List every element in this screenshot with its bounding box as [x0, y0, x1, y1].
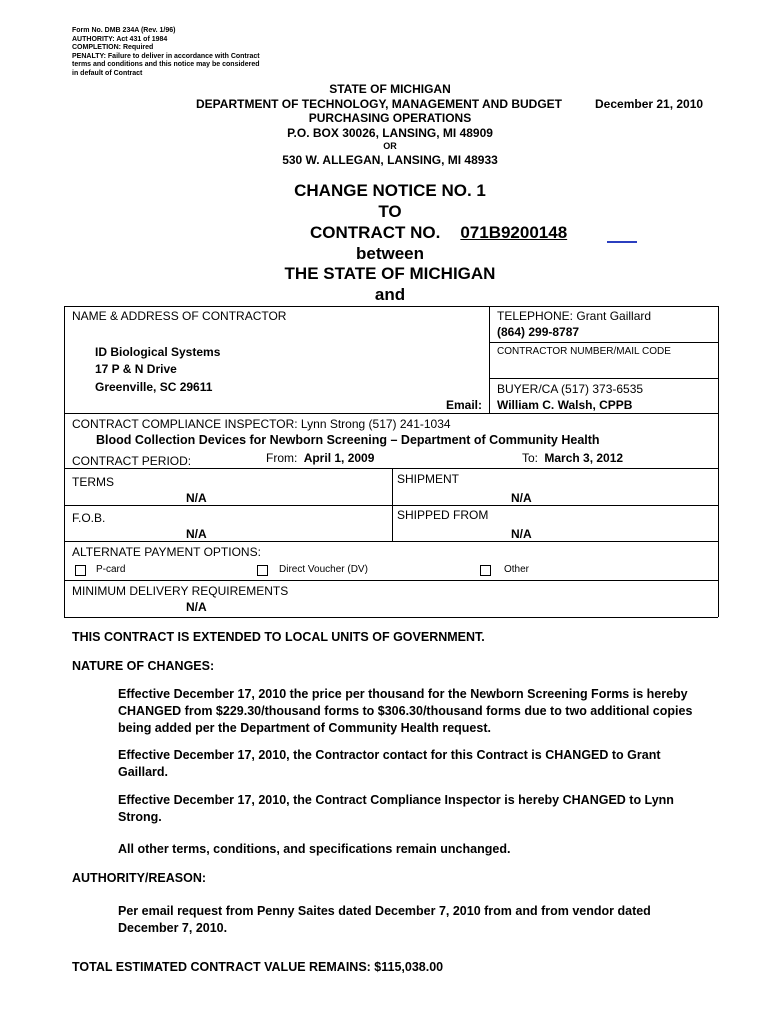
compliance-inspector: CONTRACT COMPLIANCE INSPECTOR: Lynn Strong (517) 241-1034 [72, 417, 451, 431]
or-separator: OR [383, 141, 397, 151]
table-divider [489, 306, 490, 413]
contract-period-label: CONTRACT PERIOD: [72, 454, 192, 468]
fob-value: N/A [186, 527, 207, 541]
form-meta-line: PENALTY: Failure to deliver in accordance with Contract [72, 52, 260, 60]
contractor-name: ID Biological Systems [95, 345, 221, 359]
buyer-label: BUYER/CA (517) 373-6535 [497, 382, 644, 396]
change-notice-title: CHANGE NOTICE NO. 1 [294, 181, 486, 200]
change-paragraph: Effective December 17, 2010, the Contractor contact for this Contract is CHANGED to Grant Gaillard. [118, 748, 661, 779]
authority-heading: AUTHORITY/REASON: [72, 871, 207, 885]
street-address: 530 W. ALLEGAN, LANSING, MI 48933 [282, 153, 498, 167]
table-border [718, 306, 719, 617]
form-meta-line: COMPLETION: Required [72, 44, 154, 51]
telephone-number: (864) 299-8787 [497, 325, 580, 339]
form-meta-line: AUTHORITY: Act 431 of 1984 [72, 35, 168, 43]
table-divider [64, 580, 718, 581]
table-divider [64, 413, 718, 414]
extended-notice: THIS CONTRACT IS EXTENDED TO LOCAL UNITS OF GOVERNMENT. [72, 630, 485, 644]
email-label: Email: [446, 398, 483, 412]
contractor-address-line1: 17 P & N Drive [95, 362, 177, 376]
shipment-label: SHIPMENT [397, 472, 460, 486]
table-divider [64, 541, 718, 542]
contract-number-line [310, 223, 593, 243]
period-to [522, 451, 623, 465]
state-party: THE STATE OF MICHIGAN [284, 264, 496, 283]
buyer-name: William C. Walsh, CPPB [497, 398, 633, 412]
authority-text: Per email request from Penny Saites dated December 7, 2010 from and from vendor dated December 7, 2010. [118, 904, 651, 935]
shipped-from-value: N/A [511, 527, 532, 541]
period-to-label: To: [522, 451, 539, 465]
direct-voucher-label: Direct Voucher (DV) [279, 564, 368, 575]
terms-value: N/A [186, 491, 207, 505]
terms-label: TERMS [72, 475, 114, 489]
table-divider [489, 378, 718, 379]
table-divider [64, 468, 718, 469]
period-from-label: From: [266, 451, 298, 465]
department-heading: DEPARTMENT OF TECHNOLOGY, MANAGEMENT AND BUDGET [196, 97, 562, 111]
table-divider [64, 505, 718, 506]
period-from [266, 451, 374, 465]
change-paragraph: Effective December 17, 2010, the Contract Compliance Inspector is hereby CHANGED to Lynn Strong. [118, 793, 674, 824]
contract-number-label: CONTRACT NO. [310, 223, 441, 242]
period-to-date: March 3, 2012 [544, 451, 624, 465]
and-line: and [374, 285, 406, 304]
contract-title: Blood Collection Devices for Newborn Screening – Department of Community Health [96, 433, 600, 447]
direct-voucher-checkbox[interactable] [257, 565, 268, 576]
payment-options-label: ALTERNATE PAYMENT OPTIONS: [72, 545, 261, 559]
min-delivery-value: N/A [186, 600, 207, 614]
table-divider [489, 342, 718, 343]
table-border [64, 617, 718, 618]
division-heading: PURCHASING OPERATIONS [308, 111, 472, 125]
table-border [64, 306, 718, 307]
table-border [64, 306, 65, 617]
po-box-address: P.O. BOX 30026, LANSING, MI 48909 [287, 126, 493, 140]
pcard-checkbox[interactable] [75, 565, 86, 576]
other-label: Other [504, 564, 530, 575]
min-delivery-label: MINIMUM DELIVERY REQUIREMENTS [72, 584, 289, 598]
notice-date: December 21, 2010 [595, 97, 704, 111]
form-meta [72, 27, 260, 78]
form-meta-line: in default of Contract [72, 69, 143, 77]
total-contract-value: TOTAL ESTIMATED CONTRACT VALUE REMAINS: $115,038.00 [72, 960, 444, 974]
contract-number: 071B9200148 [460, 223, 568, 242]
contractor-address-line2: Greenville, SC 29611 [95, 380, 213, 394]
nature-of-changes-heading: NATURE OF CHANGES: [72, 659, 215, 673]
other-checkbox[interactable] [480, 565, 491, 576]
contract-number-underline [607, 241, 637, 243]
table-divider [392, 468, 393, 541]
unchanged-statement: All other terms, conditions, and specifications remain unchanged. [118, 842, 511, 856]
state-heading: STATE OF MICHIGAN [329, 82, 451, 96]
to-line: TO [378, 202, 402, 221]
period-from-date: April 1, 2009 [303, 451, 375, 465]
fob-label: F.O.B. [72, 511, 106, 525]
form-meta-line: Form No. DMB 234A (Rev. 1/96) [72, 27, 176, 34]
shipped-from-label: SHIPPED FROM [397, 508, 489, 522]
shipment-value: N/A [511, 491, 532, 505]
contractor-label: NAME & ADDRESS OF CONTRACTOR [72, 309, 287, 323]
pcard-label: P-card [96, 564, 126, 575]
form-meta-line: terms and conditions and this notice may be considered [72, 61, 260, 68]
change-paragraph: Effective December 17, 2010 the price per thousand for the Newborn Screening Forms is hereby CHANGED from $229.30/thousand forms to $306.30/thousand forms due to two additional copies being added per the Department of Community Health request. [118, 687, 693, 735]
between-line: between [355, 244, 425, 263]
contractor-number-label: CONTRACTOR NUMBER/MAIL CODE [497, 346, 671, 357]
telephone-label: TELEPHONE: Grant Gaillard [497, 309, 652, 323]
